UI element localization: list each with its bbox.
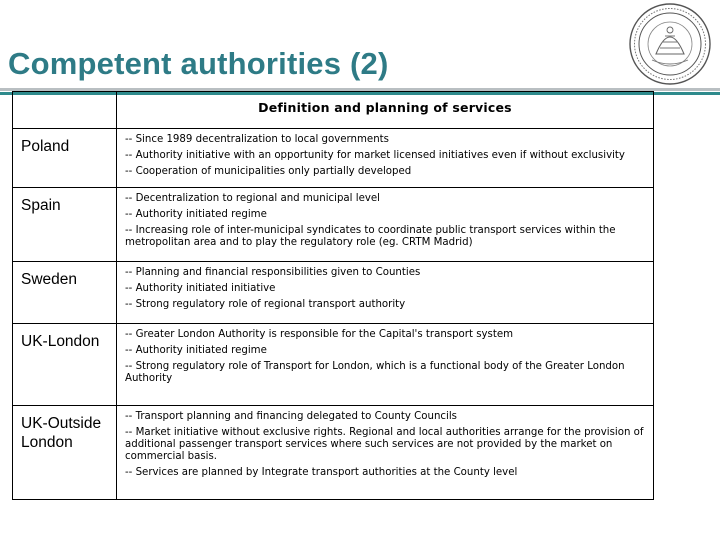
- country-poland: Poland: [13, 129, 117, 188]
- table-row: [13, 188, 654, 262]
- description-line: -- Authority initiated regime: [125, 345, 267, 356]
- description-line: -- Since 1989 decentralization to local governments: [125, 134, 389, 145]
- authorities-table: [12, 91, 654, 500]
- description-uk-outside-london: [117, 406, 654, 500]
- country-uk-london: UK-London: [13, 324, 117, 406]
- country-sweden: Sweden: [13, 262, 117, 324]
- description-line: -- Authority initiated regime: [125, 209, 267, 220]
- description-line: -- Strong regulatory role of regional transport authority: [125, 299, 406, 310]
- table-row: [13, 129, 654, 188]
- description-spain: [117, 188, 654, 262]
- country-uk-outside-london: UK-Outside London: [13, 406, 117, 500]
- table-row: [13, 262, 654, 324]
- description-sweden: [117, 262, 654, 324]
- description-poland: [117, 129, 654, 188]
- description-line: -- Planning and financial responsibilities given to Counties: [125, 267, 421, 278]
- slide-title: Competent authorities (2): [8, 46, 389, 81]
- country-spain: Spain: [13, 188, 117, 262]
- description-line: -- Transport planning and financing delegated to County Councils: [125, 411, 457, 422]
- description-line: -- Authority initiative with an opportunity for market licensed initiatives even if without exclusivity: [125, 150, 625, 161]
- table-header-row: [13, 92, 654, 129]
- description-line: -- Market initiative without exclusive rights. Regional and local authorities arrange for the provision of additional passenger transport services where such services are not provided by the market on commercial basis.: [125, 427, 644, 462]
- description-line: -- Greater London Authority is responsible for the Capital's transport system: [125, 329, 514, 340]
- description-line: -- Strong regulatory role of Transport for London, which is a functional body of the Greater London Authority: [125, 361, 625, 384]
- description-line: -- Authority initiated initiative: [125, 283, 276, 294]
- description-line: -- Increasing role of inter-municipal syndicates to coordinate public transport services within the metropolitan area and to play the regulatory role (eg. CRTM Madrid): [125, 225, 616, 248]
- table-row: [13, 324, 654, 406]
- description-line: -- Services are planned by Integrate transport authorities at the County level: [125, 467, 518, 478]
- table-row: [13, 406, 654, 500]
- description-uk-london: [117, 324, 654, 406]
- header-blank-cell: [13, 92, 117, 129]
- column-header: Definition and planning of services: [117, 92, 654, 129]
- university-seal-icon: [626, 2, 714, 86]
- description-line: -- Cooperation of municipalities only partially developed: [125, 166, 412, 177]
- description-line: -- Decentralization to regional and municipal level: [125, 193, 380, 204]
